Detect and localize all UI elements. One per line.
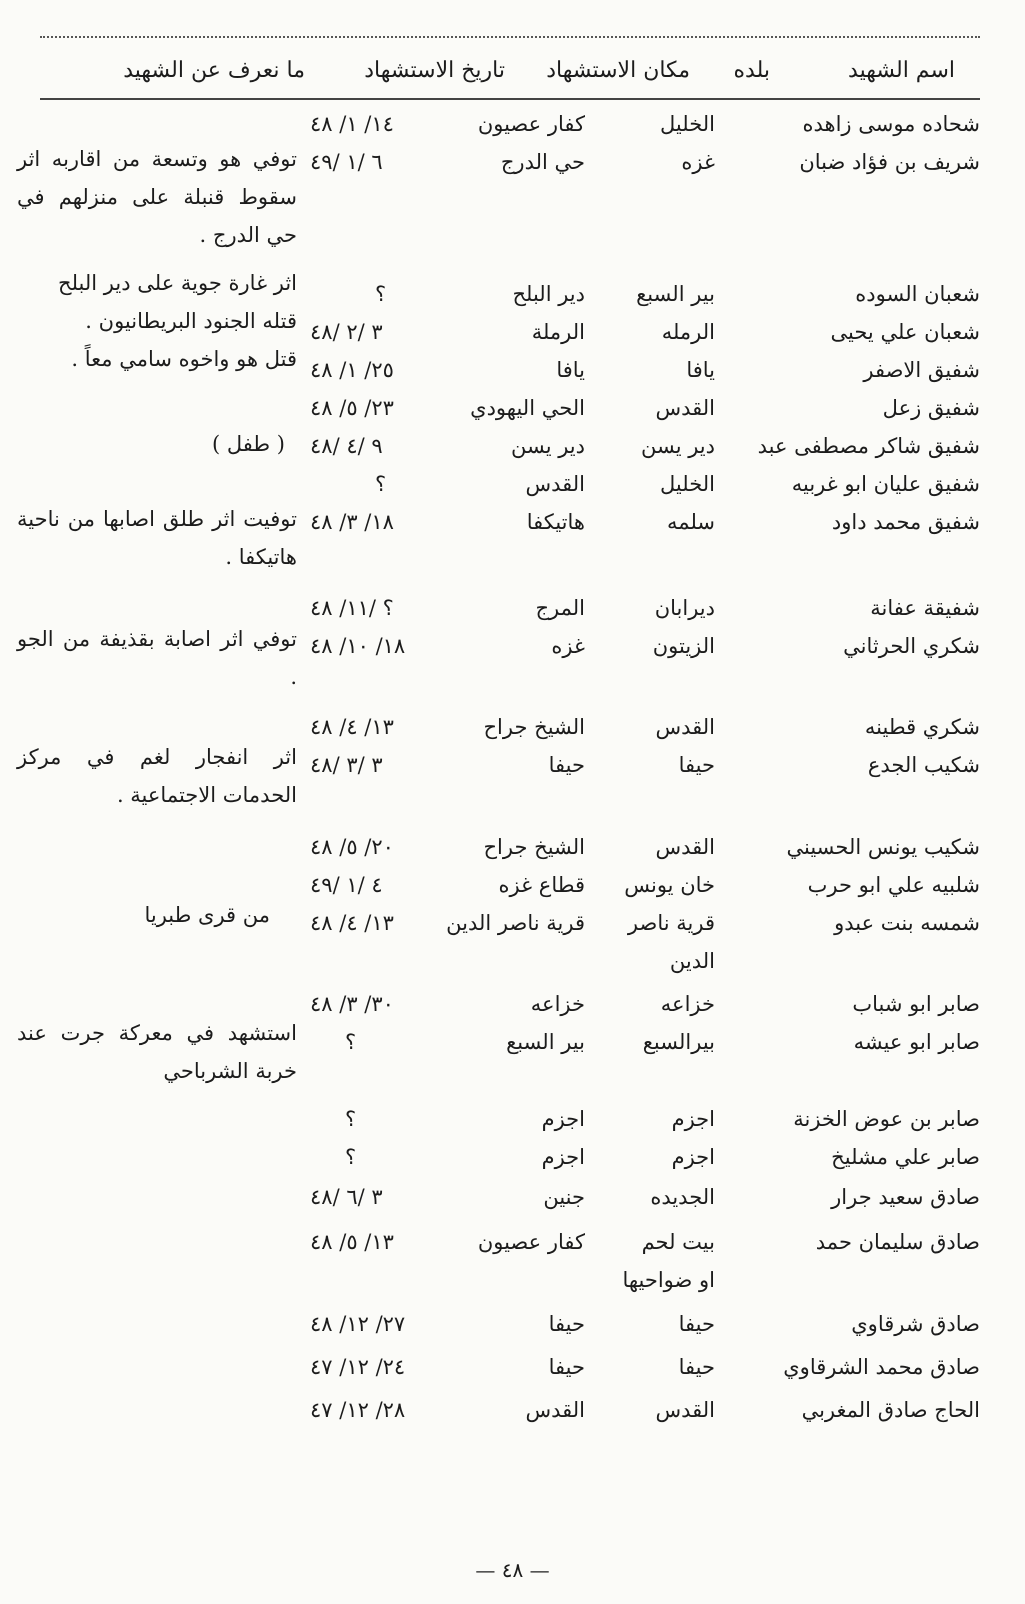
martyr-place: حيفا [548, 1355, 585, 1379]
table-row [0, 1312, 1025, 1352]
martyr-name: شكري الحرثاني [843, 634, 980, 658]
martyr-town: القدس [655, 1398, 715, 1422]
martyr-town: الرمله [661, 320, 715, 344]
martyr-date: ؟ [375, 282, 387, 306]
martyr-town: الجديده [650, 1185, 715, 1209]
martyr-town: قرية ناصر [627, 911, 715, 935]
martyr-note: اثر انفجار لغم في مركز الحدمات الاجتماعية . [17, 745, 297, 807]
martyr-note: ( طفل ) [212, 432, 285, 456]
martyr-name: صابر ابو عيشه [853, 1030, 980, 1054]
martyr-name: شعبان علي يحيى [830, 320, 980, 344]
martyr-name: صابر علي مشليخ [831, 1145, 980, 1169]
martyr-date: ٢٨/ ١٢/ ٤٧ [310, 1398, 406, 1422]
martyr-town: بيت لحم [641, 1230, 715, 1254]
martyr-name: شمسه بنت عبدو [834, 911, 980, 935]
martyr-date: ٣٠/ ٣/ ٤٨ [310, 992, 394, 1016]
martyr-town: بيرالسبع [642, 1030, 715, 1054]
martyr-town: غزه [681, 150, 715, 174]
top-dotted-rule [40, 36, 980, 38]
martyr-date: ١٤/ ١/ ٤٨ [310, 112, 394, 136]
martyr-place: غزه [551, 634, 585, 658]
martyr-town: الخليل [660, 112, 715, 136]
martyr-town: او ضواحيها [622, 1268, 715, 1292]
table-row [0, 1230, 1025, 1270]
martyr-town: خزاعه [660, 992, 715, 1016]
martyr-town: القدس [655, 715, 715, 739]
martyr-date: ؟ [375, 472, 387, 496]
martyr-note: قتله الجنود البريطانيون . [85, 309, 297, 333]
header-name: اسم الشهيد [848, 58, 955, 83]
martyr-name: شفيق زعل [882, 396, 980, 420]
martyr-place: القدس [525, 472, 585, 496]
martyr-town: اجزم [671, 1107, 715, 1131]
martyr-name: صادق محمد الشرقاوي [783, 1355, 980, 1379]
martyr-date: ١٨/ ٣/ ٤٨ [310, 510, 394, 534]
martyr-date: ؟ [345, 1107, 357, 1131]
martyr-date: ؟ [345, 1145, 357, 1169]
martyr-town: يافا [686, 358, 715, 382]
martyr-date: ٣ /٢ /٤٨ [310, 320, 383, 344]
martyr-place: المرج [535, 596, 585, 620]
martyr-place: الحي اليهودي [470, 396, 585, 420]
martyr-place: الرملة [531, 320, 585, 344]
table-row [0, 1145, 1025, 1185]
table-row [0, 949, 1025, 989]
header-date: تاريخ الاستشهاد [364, 58, 505, 83]
martyr-name: صادق شرقاوي [851, 1312, 980, 1336]
martyr-name: شفيقة عفانة [870, 596, 980, 620]
martyr-date: ٢٧/ ١٢/ ٤٨ [310, 1312, 406, 1336]
martyr-place: اجزم [541, 1145, 585, 1169]
table-row [0, 835, 1025, 875]
martyr-town: دير يسن [640, 434, 715, 458]
martyr-name: شفيق شاكر مصطفى عبد [757, 434, 980, 458]
martyr-date: ٦ /١ /٤٩ [310, 150, 383, 174]
martyr-place: خزاعه [530, 992, 585, 1016]
martyr-date: ٤ /١ /٤٩ [310, 873, 383, 897]
martyr-name: شكيب يونس الحسيني [786, 835, 980, 859]
header-town: بلده [733, 58, 770, 83]
martyr-name: شكيب الجدع [867, 753, 980, 777]
martyr-place: قرية ناصر الدين [446, 911, 585, 935]
table-row [0, 1185, 1025, 1225]
martyr-name: شريف بن فؤاد ضبان [799, 150, 980, 174]
table-row [0, 1268, 1025, 1308]
header-note: ما نعرف عن الشهيد [123, 58, 305, 83]
martyr-name: شلبيه علي ابو حرب [807, 873, 980, 897]
martyr-date: ٣ /٦ /٤٨ [310, 1185, 383, 1209]
martyr-note: من قرى طبريا [144, 903, 270, 927]
martyr-town: خان يونس [624, 873, 715, 897]
martyr-town: الدين [669, 949, 715, 973]
page-number: — ٤٨ — [475, 1558, 550, 1582]
martyr-town: بير السبع [636, 282, 715, 306]
header-place: مكان الاستشهاد [546, 58, 690, 83]
martyr-date: ٢٠/ ٥/ ٤٨ [310, 835, 394, 859]
martyr-place: كفار عصيون [477, 112, 585, 136]
martyr-name: صادق سليمان حمد [815, 1230, 980, 1254]
martyr-place: القدس [525, 1398, 585, 1422]
martyr-name: شفيق عليان ابو غربيه [791, 472, 980, 496]
martyr-town: الزيتون [652, 634, 715, 658]
martyr-date: ٩ /٤ /٤٨ [310, 434, 383, 458]
martyr-name: صابر ابو شباب [852, 992, 980, 1016]
martyr-town: حيفا [678, 753, 715, 777]
martyr-name: شفيق محمد داود [831, 510, 980, 534]
martyr-date: ١٣/ ٤/ ٤٨ [310, 715, 394, 739]
martyr-place: دير يسن [510, 434, 585, 458]
martyr-town: ديرابان [654, 596, 715, 620]
martyr-town: اجزم [671, 1145, 715, 1169]
martyr-name: شكري قطينه [864, 715, 980, 739]
martyr-date: ١٨/ ١٠/ ٤٨ [310, 634, 406, 658]
martyr-town: حيفا [678, 1355, 715, 1379]
martyr-place: بير السبع [506, 1030, 585, 1054]
table-row [0, 1355, 1025, 1395]
martyr-date: ٢٤/ ١٢/ ٤٧ [310, 1355, 406, 1379]
table-row [0, 1398, 1025, 1438]
martyr-place: اجزم [541, 1107, 585, 1131]
martyr-date: ١٣/ ٤/ ٤٨ [310, 911, 394, 935]
martyr-name: شفيق الاصفر [863, 358, 980, 382]
martyr-name: صابر بن عوض الخزنة [793, 1107, 980, 1131]
martyr-date: ١٣/ ٥/ ٤٨ [310, 1230, 394, 1254]
martyr-place: حي الدرج [500, 150, 585, 174]
martyr-date: ٣ /٣ /٤٨ [310, 753, 383, 777]
martyr-name: صادق سعيد جرار [831, 1185, 980, 1209]
martyr-place: يافا [556, 358, 585, 382]
martyr-place: الشيخ جراح [483, 835, 585, 859]
table-row [0, 1107, 1025, 1147]
martyr-note: استشهد في معركة جرت عند خربة الشرباحي [17, 1021, 297, 1083]
martyr-place: قطاع غزه [498, 873, 585, 897]
martyr-place: الشيخ جراح [483, 715, 585, 739]
martyr-place: حيفا [548, 753, 585, 777]
martyr-town: سلمه [667, 510, 715, 534]
martyr-town: حيفا [678, 1312, 715, 1336]
header-rule [40, 98, 980, 100]
martyr-date: ؟ [345, 1030, 357, 1054]
martyr-note: اثر غارة جوية على دير البلح [58, 271, 297, 295]
martyr-note: قتل هو واخوه سامي معاً . [71, 347, 297, 371]
martyr-place: جنين [543, 1185, 585, 1209]
martyr-date: ٢٥/ ١/ ٤٨ [310, 358, 394, 382]
martyr-town: الخليل [660, 472, 715, 496]
martyr-name: الحاج صادق المغربي [801, 1398, 980, 1422]
martyr-name: شحاده موسى زاهده [802, 112, 980, 136]
martyr-date: ٢٣/ ٥/ ٤٨ [310, 396, 394, 420]
martyr-name: شعبان السوده [855, 282, 980, 306]
martyr-note: توفي اثر اصابة بقذيفة من الجو . [17, 627, 297, 689]
martyr-place: دير البلح [512, 282, 585, 306]
martyr-note: توفي هو وتسعة من اقاربه اثر سقوط قنبلة على منزلهم في حي الدرج . [17, 147, 297, 247]
martyr-town: القدس [655, 396, 715, 420]
martyr-date: ؟ /١١/ ٤٨ [310, 596, 394, 620]
martyr-place: هاتيكفا [526, 510, 585, 534]
martyr-note: توفيت اثر طلق اصابها من ناحية هاتيكفا . [17, 507, 297, 569]
martyr-place: حيفا [548, 1312, 585, 1336]
martyr-town: القدس [655, 835, 715, 859]
martyr-place: كفار عصيون [477, 1230, 585, 1254]
